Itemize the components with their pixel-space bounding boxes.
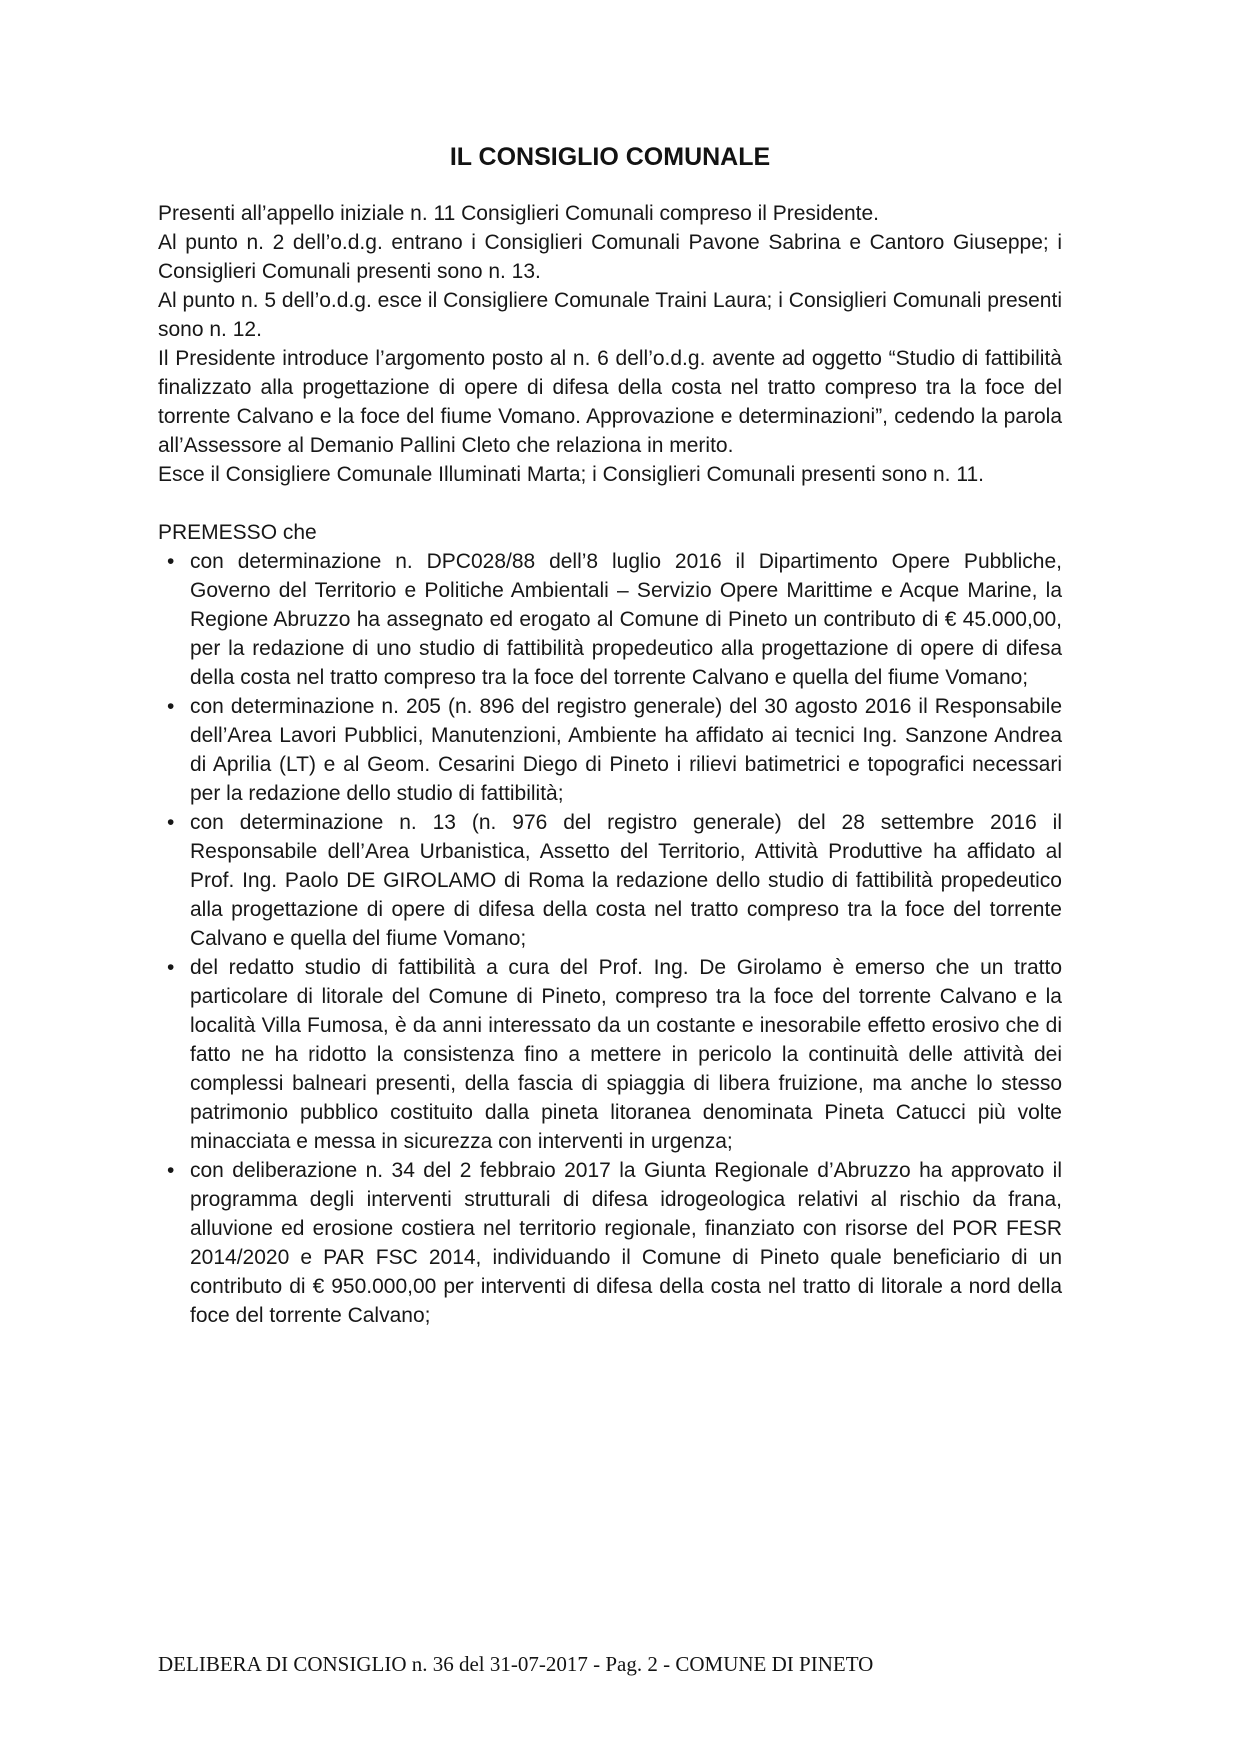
bullet-icon: • [167, 695, 175, 718]
bullet-text: del redatto studio di fattibilità a cura del Prof. Ing. De Girolamo è emerso che un tratto particolare di litorale del Comune di Pineto, compreso tra la foce del torrente Calvano e la località Villa Fumosa, è da anni interessato da un costante e inesorabile effetto erosivo che di fatto ne ha ridotto la consistenza fino a mettere in pericolo la continuità delle attività dei complessi balneari presenti, della fascia di spiaggia di libera fruizione, ma anche lo stesso patrimonio pubblico costituito dalla pineta litoranea denominata Pineta Catucci più volte minacciata e messa in sicurezza con interventi in urgenza; [190, 956, 1062, 1153]
bullet-item-studio-fattibilita [158, 953, 1062, 1156]
bullet-icon: • [167, 1159, 175, 1182]
bullet-item-deliberazione-34 [158, 1156, 1062, 1330]
bullet-icon: • [167, 550, 175, 573]
bullet-item-determinazione-205 [158, 692, 1062, 808]
paragraph-presenze-appello: Presenti all’appello iniziale n. 11 Consiglieri Comunali compreso il Presidente. [158, 202, 879, 225]
paragraph-punto-2: Al punto n. 2 dell’o.d.g. entrano i Consiglieri Comunali Pavone Sabrina e Cantoro Giuseppe; i Consiglieri Comunali presenti sono n. 13. [158, 231, 1062, 283]
bullet-list [158, 547, 1062, 1330]
bullet-icon: • [167, 811, 175, 834]
bullet-item-determinazione-13 [158, 808, 1062, 953]
paragraph-introduzione-presidente: Il Presidente introduce l’argomento posto al n. 6 dell’o.d.g. avente ad oggetto “Studio di fattibilità finalizzato alla progettazione di opere di difesa della costa nel tratto compreso tra la foce del torrente Calvano e la foce del fiume Vomano. Approvazione e determinazioni”, cedendo la parola all’Assessore al Demanio Pallini Cleto che relaziona in merito. [158, 347, 1062, 457]
bullet-item-determinazione-dpc028 [158, 547, 1062, 692]
premise-heading: PREMESSO che [158, 521, 317, 544]
bullet-text: con deliberazione n. 34 del 2 febbraio 2017 la Giunta Regionale d’Abruzzo ha approvato il programma degli interventi strutturali di difesa idrogeologica relativi al rischio da frana, alluvione ed erosione costiera nel territorio regionale, finanziato con risorse del POR FESR 2014/2020 e PAR FSC 2014, individuando il Comune di Pineto quale beneficiario di un contributo di € 950.000,00 per interventi di difesa della costa nel tratto di litorale a nord della foce del torrente Calvano; [190, 1159, 1062, 1327]
page-title: IL CONSIGLIO COMUNALE [449, 143, 771, 171]
bullet-text: con determinazione n. 13 (n. 976 del registro generale) del 28 settembre 2016 il Responsabile dell’Area Urbanistica, Assetto del Territorio, Attività Produttive ha affidato al Prof. Ing. Paolo DE GIROLAMO di Roma la redazione dello studio di fattibilità propedeutico alla progettazione di opere di difesa della costa nel tratto compreso tra la foce del torrente Calvano e quella del fiume Vomano; [190, 811, 1062, 950]
page-footer: DELIBERA DI CONSIGLIO n. 36 del 31-07-2017 - Pag. 2 - COMUNE DI PINETO [158, 1652, 874, 1676]
paragraph-uscita-consigliere: Esce il Consigliere Comunale Illuminati Marta; i Consiglieri Comunali presenti sono n. 11. [158, 463, 984, 486]
paragraph-punto-5: Al punto n. 5 dell’o.d.g. esce il Consigliere Comunale Traini Laura; i Consiglieri Comunali presenti sono n. 12. [158, 289, 1062, 341]
bullet-text: con determinazione n. 205 (n. 896 del registro generale) del 30 agosto 2016 il Responsabile dell’Area Lavori Pubblici, Manutenzioni, Ambiente ha affidato ai tecnici Ing. Sanzone Andrea di Aprilia (LT) e al Geom. Cesarini Diego di Pineto i rilievi batimetrici e topografici necessari per la redazione dello studio di fattibilità; [190, 695, 1062, 805]
bullet-text: con determinazione n. DPC028/88 dell’8 luglio 2016 il Dipartimento Opere Pubbliche, Governo del Territorio e Politiche Ambientali – Servizio Opere Marittime e Acque Marine, la Regione Abruzzo ha assegnato ed erogato al Comune di Pineto un contributo di € 45.000,00, per la redazione di uno studio di fattibilità propedeutico alla progettazione di opere di difesa della costa nel tratto compreso tra la foce del torrente Calvano e quella del fiume Vomano; [190, 550, 1062, 689]
bullet-icon: • [167, 956, 175, 979]
document-body [158, 199, 1062, 1330]
